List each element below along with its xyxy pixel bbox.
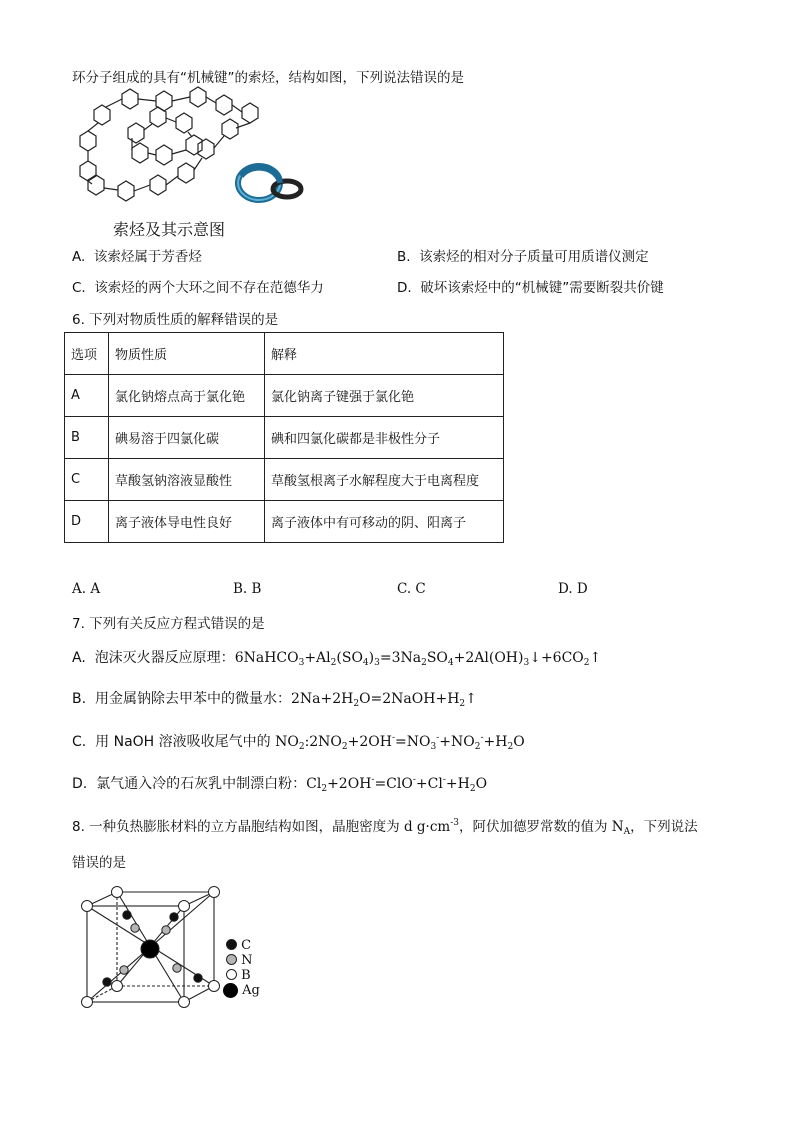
q6-stem: 6. 下列对物质性质的解释错误的是 <box>72 312 279 328</box>
q7-option-c <box>72 731 525 752</box>
option-letter: D. <box>72 776 88 792</box>
q5-option-c <box>72 276 324 296</box>
q5-option-d <box>397 276 664 296</box>
q7-stem: 7. 下列有关反应方程式错误的是 <box>72 616 265 632</box>
option-letter: A. <box>72 650 86 666</box>
equation-a: $6NaHCO_3+Al_2(SO_4)_3=3Na_2SO_4+2Al(OH)_3↓+6CO_2↑$ <box>234 650 602 668</box>
q8-stem-line1 <box>72 815 698 837</box>
table-cell: 碘和四氯化碳都是非极性分子 <box>265 417 504 459</box>
option-text: 泡沫灭火器反应原理： <box>94 650 235 666</box>
option-text: 该索烃属于芳香烃 <box>93 249 202 265</box>
table-cell: 氯化钠熔点高于氯化铯 <box>109 375 265 417</box>
equation-c: $NO_2:2NO_2+2OH^-=NO_3^-+NO_2^-+H_2O$ <box>275 733 525 752</box>
table-cell: 离子液体导电性良好 <box>109 501 265 543</box>
legend-label: N <box>241 953 253 968</box>
q6-answer-a: A. A <box>72 581 101 597</box>
legend-item-n <box>226 953 260 968</box>
q8-stem-part2: ，阿伏加德罗常数的值为 <box>458 819 612 835</box>
option-letter: B. <box>72 691 87 707</box>
carbon-atom-icon <box>226 939 237 950</box>
table-cell: 离子液体中有可移动的阴、阳离子 <box>265 501 504 543</box>
table-cell: 草酸氢根离子水解程度大于电离程度 <box>265 459 504 501</box>
avogadro-symbol: $N_A$ <box>611 819 631 837</box>
table-row <box>65 501 504 543</box>
q5-option-a <box>72 245 202 265</box>
table-header-cell: 物质性质 <box>109 333 265 375</box>
q8-stem-part1: 8. 一种负热膨胀材料的立方晶胞结构如图，晶胞密度为 <box>72 819 404 835</box>
q7-option-d <box>72 773 487 794</box>
table-cell: 草酸氢钠溶液显酸性 <box>109 459 265 501</box>
catenane-structure-figure <box>66 88 276 208</box>
table-header-row <box>65 333 504 375</box>
q6-answer-c: C. C <box>397 581 426 597</box>
legend-label: C <box>241 938 252 953</box>
legend-label: B <box>241 968 251 983</box>
boron-atom-icon <box>226 969 237 980</box>
q6-answer-b: B. B <box>233 581 262 597</box>
option-text: 该索烃的两个大环之间不存在范德华力 <box>94 280 324 296</box>
q8-stem-part3: ，下列说法 <box>630 819 698 835</box>
table-row <box>65 375 504 417</box>
nitrogen-atom-icon <box>226 954 237 965</box>
crystal-cell-figure <box>80 884 230 1012</box>
option-letter: A. <box>72 249 86 265</box>
legend-label: Ag <box>242 983 260 998</box>
q8-stem-line2: 错误的是 <box>72 855 126 871</box>
legend-item-ag <box>226 983 260 998</box>
legend-item-c <box>226 938 260 953</box>
density-expression: d $g\cdot cm^{-3}$ <box>403 818 459 835</box>
q6-table <box>64 332 504 543</box>
table-cell: 氯化钠离子键强于氯化铯 <box>265 375 504 417</box>
option-text: 氯气通入冷的石灰乳中制漂白粉： <box>96 776 307 792</box>
table-header-cell: 选项 <box>65 333 109 375</box>
equation-d: $Cl_2+2OH^-=ClO^-+Cl^-+H_2O$ <box>306 775 488 794</box>
option-text: 用金属钠除去甲苯中的微量水： <box>94 691 291 707</box>
option-letter: C. <box>72 280 86 296</box>
q7-option-a <box>72 647 601 668</box>
option-letter: D. <box>397 280 412 296</box>
q5-figure-caption: 索烃及其示意图 <box>113 220 226 239</box>
table-cell: C <box>65 459 109 501</box>
q5-option-b <box>397 245 649 265</box>
table-cell: B <box>65 417 109 459</box>
table-header-cell: 解释 <box>265 333 504 375</box>
option-text: 该索烃的相对分子质量可用质谱仪测定 <box>419 249 649 265</box>
option-letter: B. <box>397 249 411 265</box>
table-row <box>65 459 504 501</box>
equation-b: $2Na+2H_2O=2NaOH+H_2↑$ <box>290 691 477 709</box>
q5-stem: 环分子组成的具有“机械键”的索烃，结构如图，下列说法错误的是 <box>72 70 464 86</box>
option-text: 破坏该索烃中的“机械键”需要断裂共价键 <box>420 280 664 296</box>
crystal-legend <box>226 938 260 998</box>
silver-atom-icon <box>223 983 238 998</box>
q6-answer-d: D. D <box>558 581 588 597</box>
table-row <box>65 417 504 459</box>
table-cell: D <box>65 501 109 543</box>
table-cell: A <box>65 375 109 417</box>
table-cell: 碘易溶于四氯化碳 <box>109 417 265 459</box>
q7-option-b <box>72 688 477 709</box>
legend-item-b <box>226 968 260 983</box>
option-letter: C. <box>72 734 87 750</box>
option-text: 用 NaOH 溶液吸收尾气中的 <box>95 734 276 750</box>
